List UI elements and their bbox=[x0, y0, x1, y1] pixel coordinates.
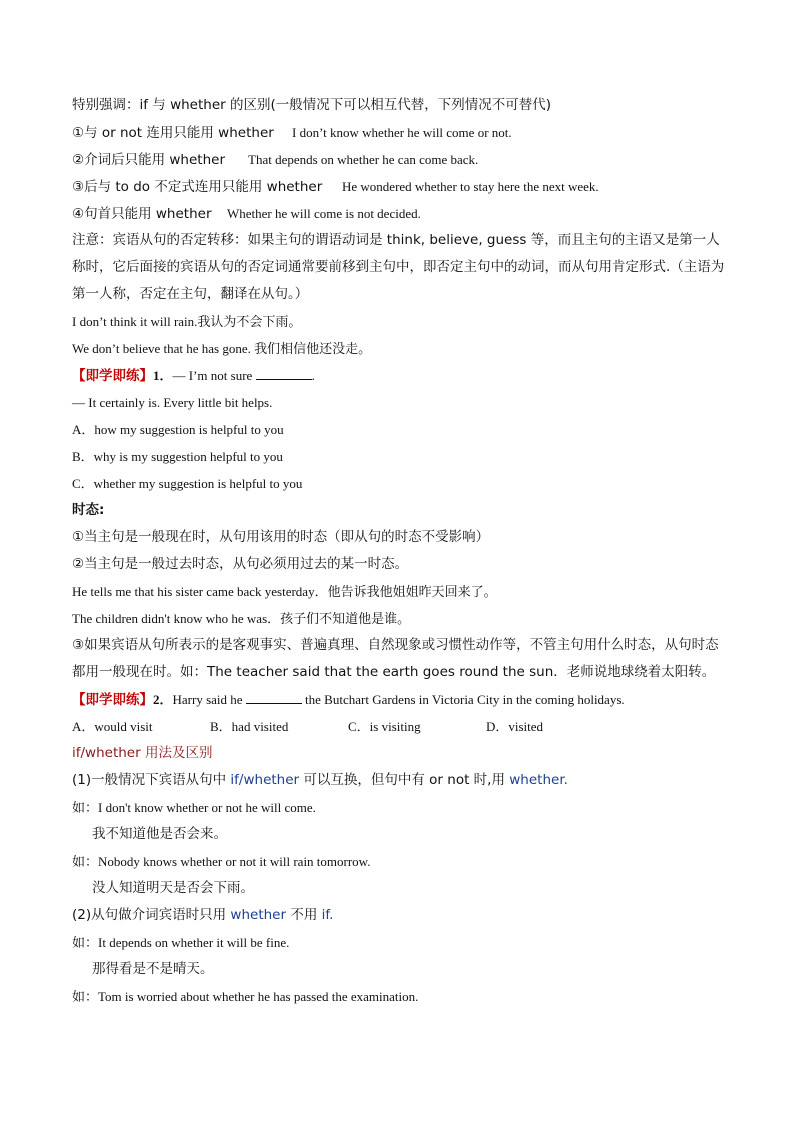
rule-row-3 bbox=[72, 173, 732, 200]
rule-row-4 bbox=[72, 200, 732, 227]
usage-text: 不用 bbox=[286, 907, 322, 923]
practice-question-end: . bbox=[311, 368, 315, 383]
usage-example-3-zh: 那得看是不是晴天。 bbox=[92, 961, 214, 977]
rule-example: Whether he will come is not decided. bbox=[227, 206, 421, 221]
rule-label: ①与 or not 连用只能用 whether bbox=[72, 125, 274, 141]
negation-example-2: We don’t believe that he has gone. 我们相信他还没走。 bbox=[72, 341, 372, 356]
tense-example-2: The children didn't know who he was．孩子们不知道他是谁。 bbox=[72, 611, 411, 626]
negation-example-1: I don’t think it will rain.我认为不会下雨。 bbox=[72, 314, 302, 329]
rule-label: ②介词后只能用 whether bbox=[72, 152, 226, 168]
usage-example-4-en: 如：Tom is worried about whether he has passed the examination. bbox=[72, 989, 419, 1004]
document-page bbox=[72, 92, 732, 1010]
tense-heading: 时态: bbox=[72, 502, 105, 518]
usage-text: (1)一般情况下宾语从句中 bbox=[72, 772, 231, 788]
usage-text: 可以互换，但句中有 or not 时,用 bbox=[299, 772, 510, 788]
usage-keyword: if. bbox=[321, 907, 334, 923]
rule-label: ③后与 to do 不定式连用只能用 whether bbox=[72, 179, 323, 195]
practice-2-question bbox=[72, 686, 732, 713]
practice-1-question bbox=[72, 362, 732, 389]
practice-number: 1． bbox=[153, 368, 173, 383]
practice-after: the Butchart Gardens in Victoria City in the coming holidays. bbox=[305, 692, 625, 707]
usage-example-1-en: 如：I don't know whether or not he will come. bbox=[72, 800, 316, 815]
practice-question-text: — I’m not sure bbox=[172, 368, 253, 383]
rule-example: He wondered whether to stay here the next week. bbox=[342, 179, 599, 194]
usage-keyword: if/whether bbox=[230, 772, 300, 788]
practice-1-reply: — It certainly is. Every little bit helps. bbox=[72, 395, 273, 410]
rule-row-1 bbox=[72, 119, 732, 146]
usage-point-2 bbox=[72, 902, 732, 929]
practice-1-option-b: B．why is my suggestion helpful to you bbox=[72, 449, 283, 464]
practice-tag: 【即学即练】 bbox=[72, 368, 153, 384]
usage-heading: if/whether 用法及区别 bbox=[72, 745, 213, 761]
option-d: D．visited bbox=[486, 719, 544, 734]
tense-rule-3: ③如果宾语从句所表示的是客观事实、普遍真理、自然现象或习惯性动作等，不管主句用什么时态，从句时态都用一般现在时。如：The teacher said that the earth goes round the sun．老师说地球绕着太阳转。 bbox=[72, 637, 719, 680]
practice-1-option-a: A．how my suggestion is helpful to you bbox=[72, 422, 284, 437]
tense-rule-1: ①当主句是一般现在时，从句用该用的时态（即从句的时态不受影响） bbox=[72, 529, 490, 545]
usage-keyword: whether bbox=[230, 907, 287, 923]
answer-blank bbox=[256, 367, 312, 380]
rule-row-2 bbox=[72, 146, 732, 173]
tense-example-1: He tells me that his sister came back yesterday．他告诉我他姐姐昨天回来了。 bbox=[72, 584, 497, 599]
option-b: B．had visited bbox=[210, 719, 289, 734]
if-whether-heading: 特别强调：if 与 whether 的区别(一般情况下可以相互代替，下列情况不可替代) bbox=[72, 97, 552, 113]
rule-label: ④句首只能用 whether bbox=[72, 206, 212, 222]
practice-number: 2． bbox=[153, 692, 173, 707]
option-c: C．is visiting bbox=[348, 719, 421, 734]
option-a: A．would visit bbox=[72, 719, 153, 734]
usage-example-1-zh: 我不知道他是否会来。 bbox=[92, 826, 227, 842]
practice-before: Harry said he bbox=[172, 692, 243, 707]
usage-example-2-en: 如：Nobody knows whether or not it will rain tomorrow. bbox=[72, 854, 371, 869]
practice-2-options bbox=[72, 713, 732, 740]
practice-1-option-c: C．whether my suggestion is helpful to you bbox=[72, 476, 303, 491]
answer-blank bbox=[246, 691, 302, 704]
practice-tag: 【即学即练】 bbox=[72, 692, 153, 708]
tense-rule-2: ②当主句是一般过去时态，从句必须用过去的某一时态。 bbox=[72, 556, 409, 572]
usage-text: (2)从句做介词宾语时只用 bbox=[72, 907, 231, 923]
negation-note: 注意：宾语从句的否定转移：如果主句的谓语动词是 think, believe, guess 等，而且主句的主语又是第一人称时，它后面接的宾语从句的否定词通常要前移到主句中，即否定主句中的动词，而从句用肯定形式.（主语为第一人称，否定在主句，翻译在从句。） bbox=[72, 232, 725, 302]
usage-example-3-en: 如：It depends on whether it will be fine. bbox=[72, 935, 290, 950]
usage-keyword: whether. bbox=[509, 772, 568, 788]
rule-example: I don’t know whether he will come or not. bbox=[292, 125, 512, 140]
usage-point-1 bbox=[72, 767, 732, 794]
usage-example-2-zh: 没人知道明天是否会下雨。 bbox=[92, 880, 254, 896]
rule-example: That depends on whether he can come back. bbox=[248, 152, 479, 167]
